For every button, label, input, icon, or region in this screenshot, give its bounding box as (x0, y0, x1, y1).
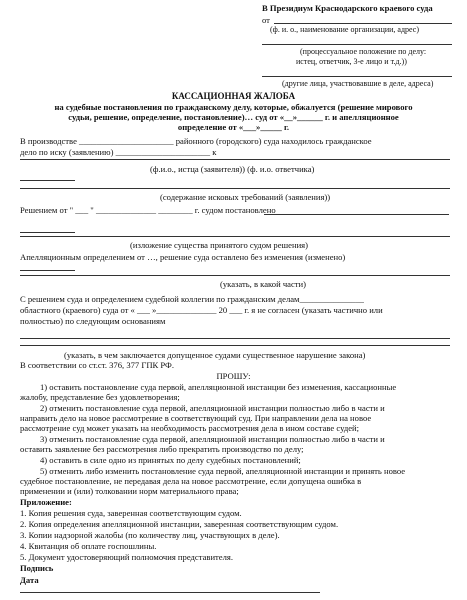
grounds-line-2 (20, 345, 450, 346)
appeal-line: Апелляционным определением от …, решение суда оставлено без изменения (изменено) (20, 252, 346, 262)
from-line (274, 23, 452, 24)
claims-hint: (содержание исковых требований (заявления)) (160, 192, 331, 202)
parties-line (20, 159, 450, 160)
others-hint: (другие лица, участвовавшие в деле, адреса) (282, 79, 434, 88)
request-item-5a: 5) отменить либо изменить постановление суда первой, апелляционной инстанции и принять новое (40, 466, 406, 476)
status-hint-1: (процессуальное положение по делу: (300, 47, 427, 56)
title-sub-3: определение от «___»_____ г. (177, 122, 290, 132)
part-hint: (указать, в какой части) (220, 279, 306, 289)
status-hint-2: истец, ответчик, 3-е лицо и т.д.)) (296, 57, 407, 66)
signature-line (20, 592, 320, 593)
date-label: Дата (20, 575, 39, 585)
attachment-item: 3. Копии надзорной жалобы (по количеству лиц, участвующих в деле). (20, 530, 280, 540)
part-line (20, 275, 450, 276)
disagree-line-2: областного (краевого) суда от « ___ »______________ 20 ___ г. я не согласен (указать частично или (20, 305, 383, 315)
attachment-item: 5. Документ удостоверяющий полномочия представителя. (20, 552, 234, 562)
others-line (262, 76, 452, 77)
blank-line-1 (20, 180, 75, 181)
request-item-3b: оставить заявление без рассмотрения либо прекратить производство по делу; (20, 444, 304, 454)
disagree-line-3: полностью) по следующим основаниям (20, 316, 166, 326)
from-line-2 (262, 44, 452, 45)
disagree-line-1: С решением суда и определением судебной коллегии по гражданским делам_______________ (20, 294, 364, 304)
decision-blank (264, 214, 449, 215)
grounds-line (20, 338, 450, 339)
document-title: КАССАЦИОННАЯ ЖАЛОБА (171, 91, 296, 101)
request-item-1b: жалобу, представление без удовлетворения; (20, 392, 180, 402)
blank-line-2 (20, 232, 75, 233)
blank-line-3 (20, 270, 75, 271)
legal-basis: В соответствии со ст.ст. 376, 377 ГПК РФ. (20, 360, 174, 370)
title-sub-2: судьи, решение, определение, постановление)… суд от «__»______ г. и апелляционное (68, 112, 399, 122)
attachment-item: 2. Копия определения апелляционной инстанции, заверенная соответствующим судом. (20, 519, 339, 529)
violation-hint: (указать, в чем заключается допущенное судами существенное нарушение закона) (64, 350, 366, 360)
signature-label: Подпись (20, 563, 54, 573)
from-hint: (ф. и. о., наименование организации, адрес) (270, 25, 420, 34)
request-item-4: 4) оставить в силе одно из принятых по делу судебных постановлений; (40, 455, 301, 465)
case-line-2: дело по иску (заявлению) ______________________ к (20, 147, 217, 157)
title-sub-1: на судебные постановления по гражданскому делу, которые, обжалуется (решение мирового (54, 102, 413, 112)
from-prefix: от (262, 15, 270, 25)
attachment-item: 1. Копия решения суда, заверенная соответствующим судом. (20, 508, 242, 518)
request-item-3a: 3) отменить постановление суда первой, апелляционной инстанции полностью либо в части и (40, 434, 385, 444)
request-item-2a: 2) отменить постановление суда первой, апелляционной инстанции полностью либо в части и (40, 403, 385, 413)
request-item-2b: направить дело на новое рассмотрение в соответствующий суд. При направлении дела на новое (20, 413, 372, 423)
decision-content-line (20, 236, 450, 237)
case-line-1: В производстве ______________________ районного (городского) суда находилось гражданское (20, 136, 372, 146)
request-heading: ПРОШУ: (216, 371, 251, 381)
request-item-5b: судебное постановление, не передавая дела на новое рассмотрение, если допущена ошибка в (20, 476, 362, 486)
parties-hint: (ф.и.о., истца (заявителя)) (ф. и.о. ответчика) (150, 164, 315, 174)
request-item-5c: применении и (или) толковании норм материального права; (20, 486, 239, 496)
claims-line (20, 188, 450, 189)
addressee: В Президиум Краснодарского краевого суда (262, 3, 433, 13)
request-item-2c: рассмотрение суд может указать на необходимость рассмотрения дела в ином составе судей; (20, 423, 360, 433)
decision-hint: (изложение существа принятого судом решения) (130, 240, 308, 250)
request-item-1a: 1) оставить постановление суда первой, апелляционной инстанции без изменения, кассационные (40, 382, 397, 392)
attachment-item: 4. Квитанция об оплате госпошлины. (20, 541, 157, 551)
attachments-heading: Приложение: (20, 497, 72, 507)
decision-line: Решением от " ___ " ______________ ________ г. судом постановлено (20, 205, 276, 215)
